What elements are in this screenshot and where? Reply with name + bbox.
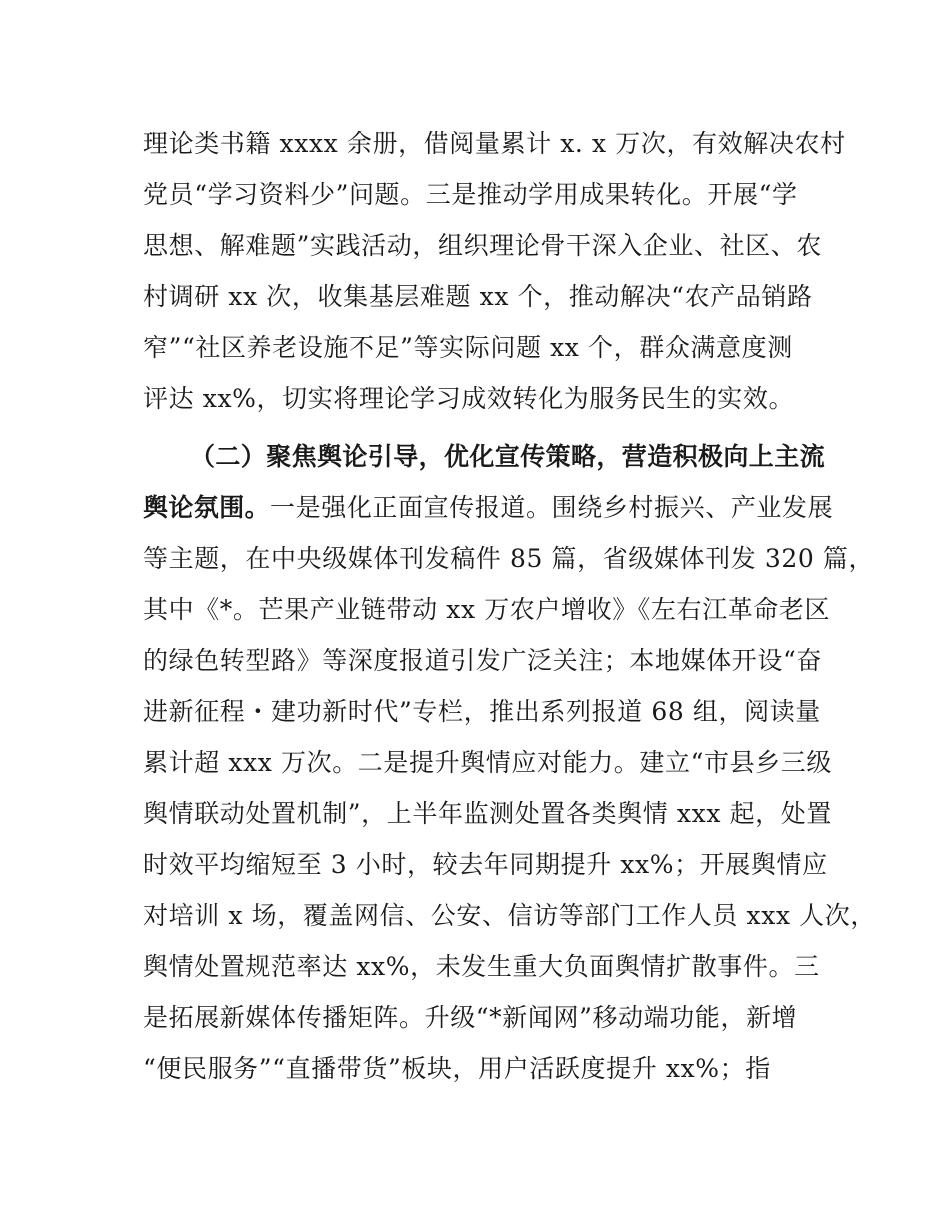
text-line: 舆情联动处置机制”，上半年监测处置各类舆情 xxx 起，处置 bbox=[143, 799, 832, 828]
text-line: 思想、解难题”实践活动，组织理论骨干深入企业、社区、农 bbox=[143, 231, 822, 260]
text-line: 是拓展新媒体传播矩阵。升级“*新闻网”移动端功能，新增 bbox=[143, 1003, 798, 1032]
text-line: “便民服务”“直播带货”板块，用户活跃度提升 xx%；指 bbox=[143, 1054, 771, 1083]
text-line: 时效平均缩短至 3 小时，较去年同期提升 xx%；开展舆情应 bbox=[143, 850, 828, 879]
text-span: 一是强化正面宣传报道。围绕乡村振兴、产业发展 bbox=[270, 493, 834, 522]
text-line: 等主题，在中央级媒体刊发稿件 85 篇，省级媒体刊发 320 篇， bbox=[143, 544, 875, 573]
text-line: 累计超 xxx 万次。二是提升舆情应对能力。建立“市县乡三级 bbox=[143, 748, 832, 777]
text-line: 其中《*。芒果产业链带动 xx 万农户增收》《左右江革命老区 bbox=[143, 595, 831, 624]
section-heading: （二）聚焦舆论引导，优化宣传策略，营造积极向上主流 bbox=[190, 442, 826, 471]
text-line: 评达 xx%，切实将理论学习成效转化为服务民生的实效。 bbox=[143, 384, 795, 413]
text-line: 理论类书籍 xxxx 余册，借阅量累计 x. x 万次，有效解决农村 bbox=[143, 129, 846, 158]
text-line: 村调研 xx 次，收集基层难题 xx 个，推动解决“农产品销路 bbox=[143, 282, 813, 311]
text-line: 舆情处置规范率达 xx%，未发生重大负面舆情扩散事件。三 bbox=[143, 952, 820, 981]
text-line: 对培训 x 场，覆盖网信、公安、信访等部门工作人员 xxx 人次， bbox=[143, 901, 876, 930]
section-heading-end: 舆论氛围。 bbox=[143, 493, 271, 522]
heading-continuation-line bbox=[143, 492, 834, 524]
text-line: 党员“学习资料少”问题。三是推动学用成果转化。开展“学 bbox=[143, 180, 798, 209]
text-line: 窄”“社区养老设施不足”等实际问题 xx 个，群众满意度测 bbox=[143, 333, 793, 362]
text-line: 的绿色转型路》等深度报道引发广泛关注；本地媒体开设“奋 bbox=[143, 646, 822, 675]
text-line: 进新征程・建功新时代”专栏，推出系列报道 68 组，阅读量 bbox=[143, 697, 821, 726]
